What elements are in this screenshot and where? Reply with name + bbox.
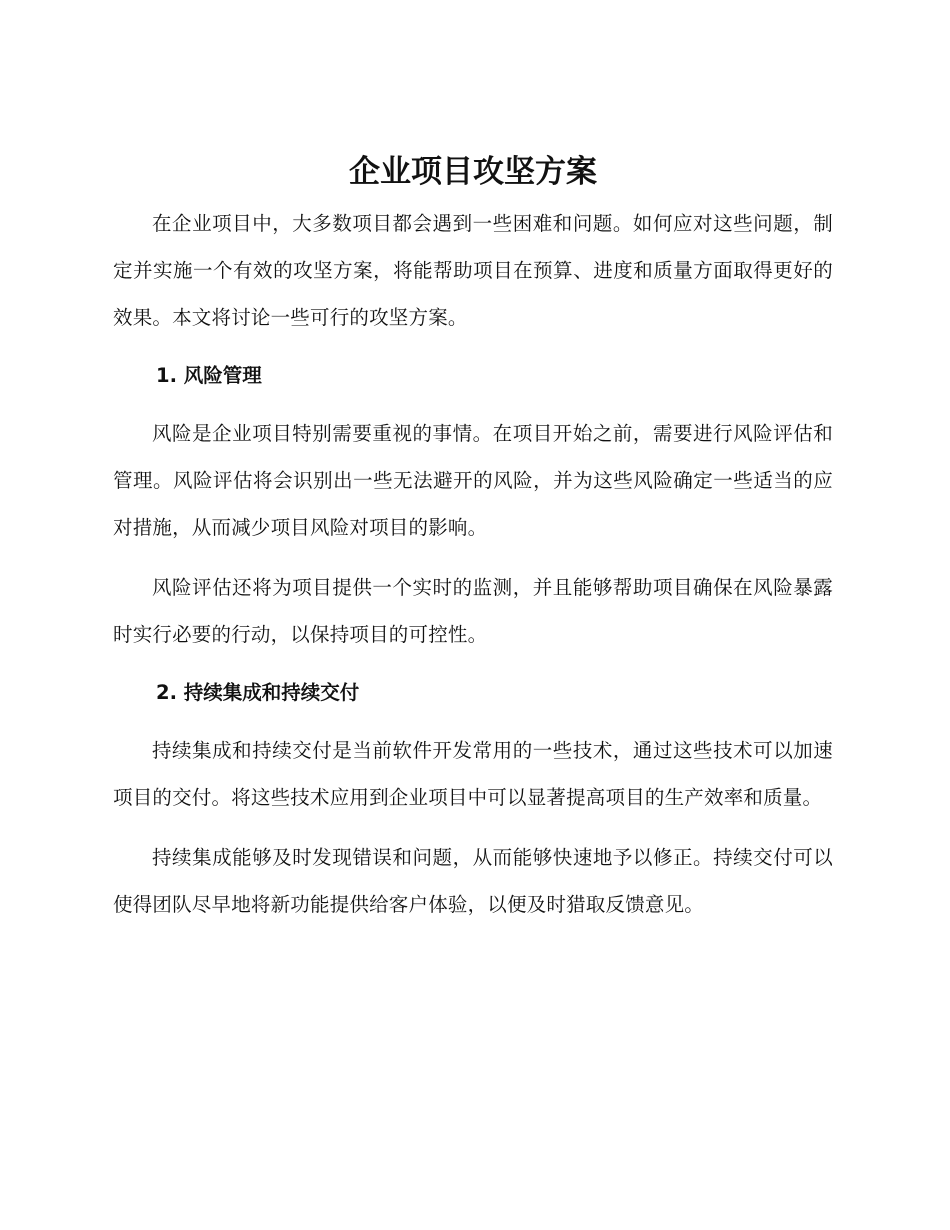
document-body	[113, 150, 833, 928]
ci-cd-paragraph-1: 持续集成和持续交付是当前软件开发常用的一些技术，通过这些技术可以加速项目的交付。将这些技术应用到企业项目中可以显著提高项目的生产效率和质量。	[113, 739, 833, 809]
section-heading-ci-cd: 2. 持续集成和持续交付	[156, 681, 360, 704]
intro-paragraph: 在企业项目中，大多数项目都会遇到一些困难和问题。如何应对这些问题，制定并实施一个有效的攻坚方案，将能帮助项目在预算、进度和质量方面取得更好的效果。本文将讨论一些可行的攻坚方案。	[113, 212, 833, 329]
risk-paragraph-2: 风险评估还将为项目提供一个实时的监测，并且能够帮助项目确保在风险暴露时实行必要的行动，以保持项目的可控性。	[113, 576, 833, 646]
section-heading-risk-management: 1. 风险管理	[156, 364, 262, 387]
ci-cd-paragraph-2: 持续集成能够及时发现错误和问题，从而能够快速地予以修正。持续交付可以使得团队尽早地将新功能提供给客户体验，以便及时猎取反馈意见。	[113, 846, 833, 916]
risk-paragraph-1: 风险是企业项目特别需要重视的事情。在项目开始之前，需要进行风险评估和管理。风险评估将会识别出一些无法避开的风险，并为这些风险确定一些适当的应对措施，从而减少项目风险对项目的影响。	[113, 422, 833, 539]
document-title: 企业项目攻坚方案	[349, 154, 597, 190]
